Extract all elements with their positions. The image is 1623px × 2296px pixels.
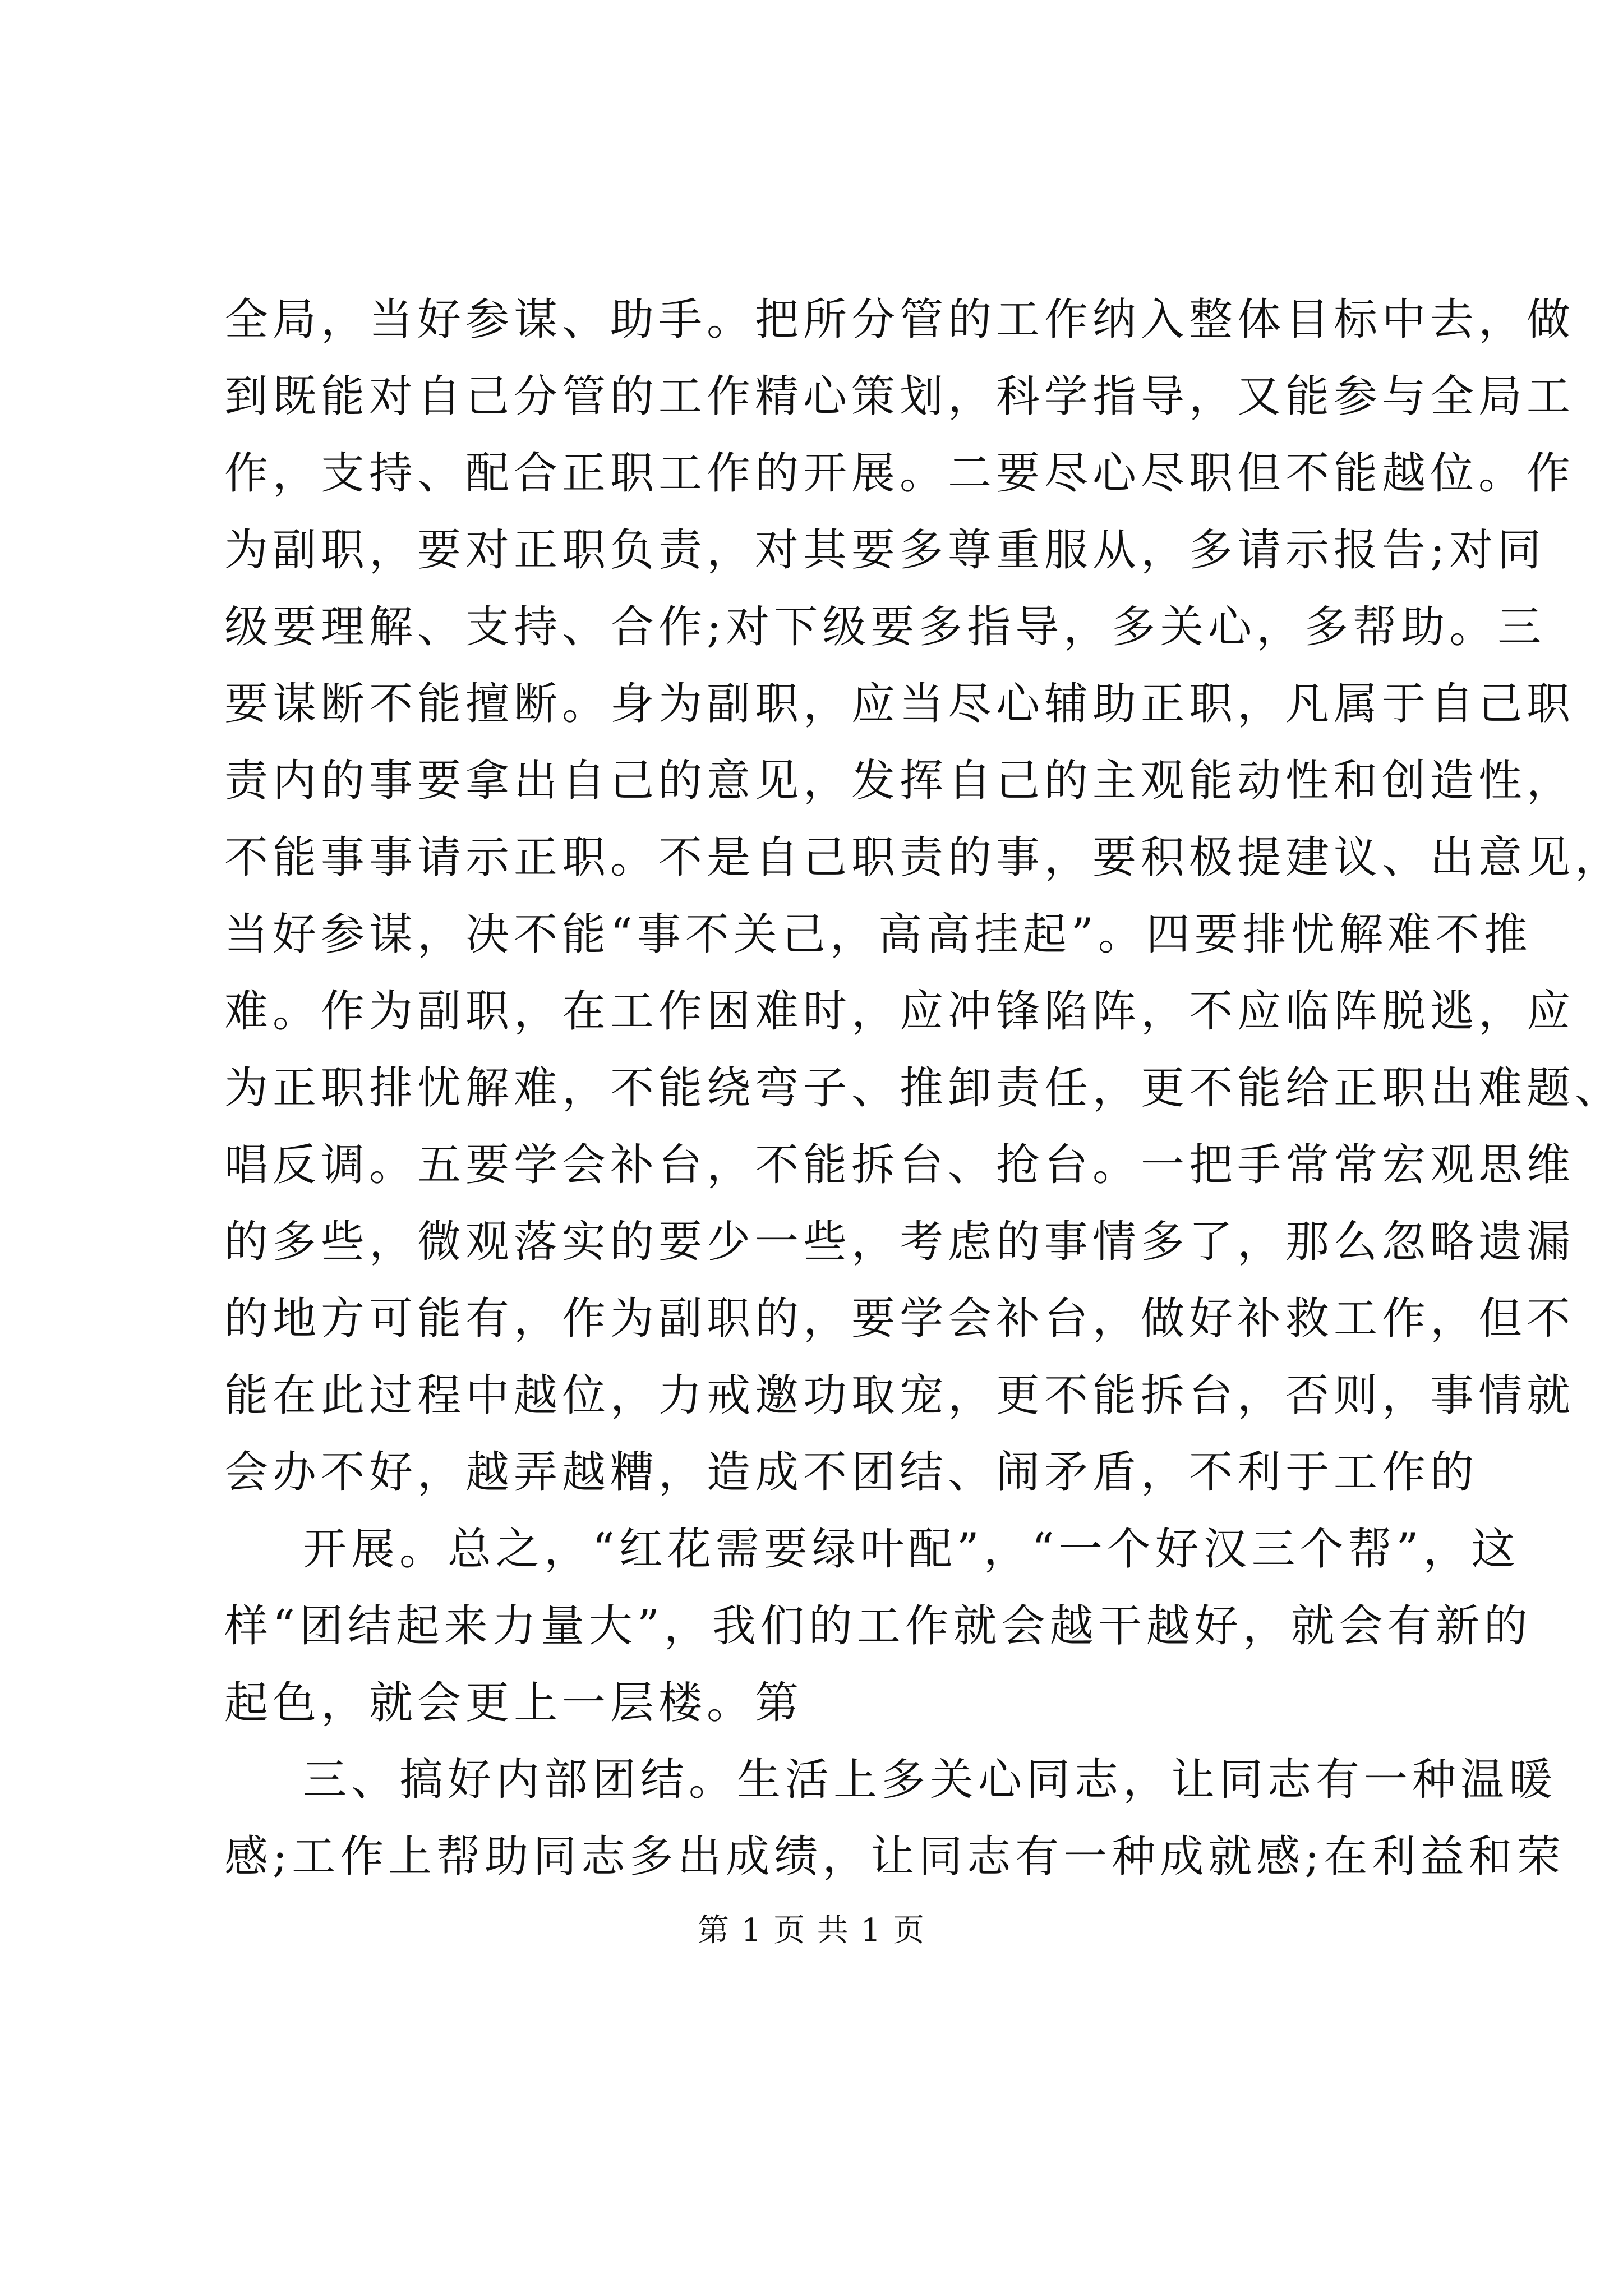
text-line: 唱反调。五要学会补台，不能拆台、抢台。一把手常常宏观思维 [224, 1140, 1575, 1190]
text-line: 当好参谋，决不能“事不关己，高高挂起”。四要排忧解难不推 [224, 909, 1532, 960]
text-line: 能在此过程中越位，力戒邀功取宠，更不能拆台，否则，事情就 [224, 1370, 1575, 1421]
text-line: 为正职排忧解难，不能绕弯子、推卸责任，更不能给正职出难题、 [224, 1063, 1623, 1114]
text-line: 的地方可能有，作为副职的，要学会补台，做好补救工作，但不 [224, 1294, 1575, 1344]
text-line: 会办不好，越弄越糟，造成不团结、闹矛盾，不利于工作的 [224, 1447, 1479, 1498]
paragraph-start-line: 开展。总之，“红花需要绿叶配”，“一个好汉三个帮”，这 [303, 1524, 1520, 1575]
page-footer: 第 1 页 共 1 页 [697, 1912, 926, 1949]
text-line: 责内的事要拿出自己的意见，发挥自己的主观能动性和创造性， [224, 756, 1575, 806]
text-line: 不能事事请示正职。不是自己职责的事，要积极提建议、出意见， [224, 832, 1623, 883]
text-line: 到既能对自己分管的工作精心策划，科学指导，又能参与全局工 [224, 371, 1575, 422]
text-line: 样“团结起来力量大”，我们的工作就会越干越好，就会有新的 [224, 1601, 1532, 1651]
text-line: 难。作为副职，在工作困难时，应冲锋陷阵，不应临阵脱逃，应 [224, 986, 1575, 1037]
text-line: 起色，就会更上一层楼。第 [224, 1678, 804, 1728]
text-line: 级要理解、支持、合作;对下级要多指导，多关心，多帮助。三 [224, 602, 1546, 652]
paragraph-start-line: 三、搞好内部团结。生活上多关心同志，让同志有一种温暖 [303, 1755, 1557, 1805]
text-line: 全局，当好参谋、助手。把所分管的工作纳入整体目标中去，做 [224, 295, 1575, 345]
text-line: 要谋断不能擅断。身为副职，应当尽心辅助正职，凡属于自己职 [224, 679, 1575, 729]
text-line: 感;工作上帮助同志多出成绩，让同志有一种成就感;在利益和荣 [224, 1832, 1565, 1882]
text-line: 为副职，要对正职负责，对其要多尊重服从，多请示报告;对同 [224, 525, 1546, 576]
text-line: 作，支持、配合正职工作的开展。二要尽心尽职但不能越位。作 [224, 448, 1575, 499]
text-line: 的多些，微观落实的要少一些，考虑的事情多了，那么忽略遗漏 [224, 1217, 1575, 1267]
